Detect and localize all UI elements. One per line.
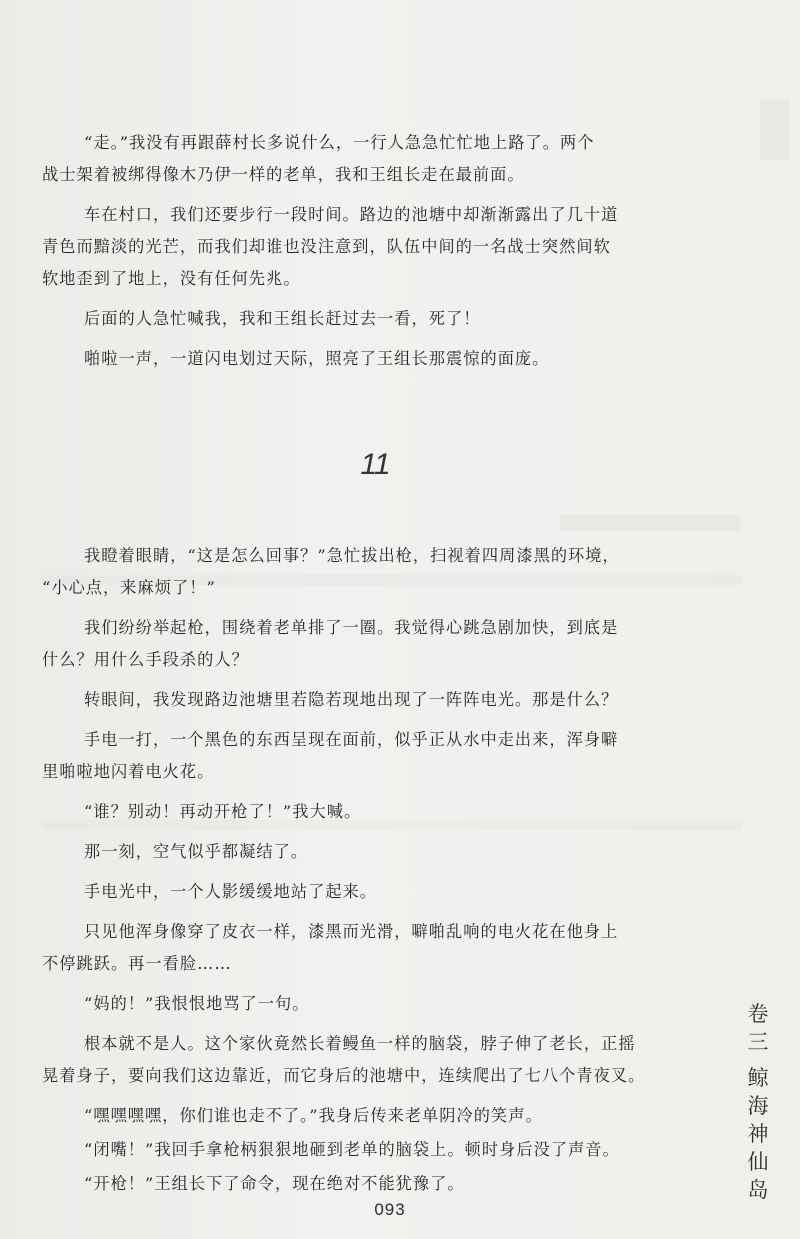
paragraph (42, 684, 702, 716)
text-line: “小心点，来麻烦了！” (42, 578, 216, 597)
bleed-through-shadow (760, 100, 790, 160)
text-line: 晃着身子，要向我们这边靠近，而它身后的池塘中，连续爬出了七八个青夜叉。 (42, 1066, 646, 1085)
book-title-vertical (742, 1064, 774, 1204)
text-line: 里啪啦地闪着电火花。 (42, 762, 215, 781)
paragraph (42, 1100, 702, 1132)
title-char: 神 (747, 1122, 769, 1146)
paragraph (42, 876, 702, 908)
title-char: 海 (747, 1094, 769, 1118)
text-line: “走。”我没有再跟薛村长多说什么，一行人急急忙忙地上路了。两个 (84, 133, 595, 152)
paragraph (42, 1028, 702, 1092)
paragraph (42, 612, 702, 676)
paragraph (42, 127, 702, 191)
text-line: 青色而黯淡的光芒，而我们却谁也没注意到，队伍中间的一名战士突然间软 (42, 237, 611, 256)
text-line: 啪啦一声，一道闪电划过天际，照亮了王组长那震惊的面庞。 (84, 349, 550, 368)
text-line: 什么？用什么手段杀的人？ (42, 650, 249, 669)
paragraph (42, 343, 702, 375)
volume-title (742, 1000, 774, 1204)
text-line: “妈的！”我恨恨地骂了一句。 (84, 994, 310, 1013)
chapter-number: 11 (360, 448, 390, 481)
text-line: 战士架着被绑得像木乃伊一样的老单，我和王组长走在最前面。 (42, 165, 525, 184)
paragraph (42, 796, 702, 828)
text-line: 我瞪着眼睛，“这是怎么回事？”急忙拔出枪，扫视着四周漆黑的环境， (84, 546, 620, 565)
paragraph (42, 1168, 702, 1200)
text-line: 转眼间，我发现路边池塘里若隐若现地出现了一阵阵电光。那是什么？ (84, 690, 619, 709)
paragraph (42, 1134, 702, 1166)
paragraph (42, 303, 702, 335)
title-char: 鲸 (747, 1066, 769, 1090)
text-line: 那一刻，空气似乎都凝结了。 (84, 842, 309, 861)
paragraph (42, 724, 702, 788)
page-number: 093 (374, 1200, 406, 1219)
text-line: 软地歪到了地上，没有任何先兆。 (42, 269, 301, 288)
paragraph (42, 540, 702, 604)
paragraph (42, 836, 702, 868)
title-char: 岛 (747, 1178, 769, 1202)
bleed-through-shadow (560, 515, 740, 531)
text-line: 手电一打，一个黑色的东西呈现在面前，似乎正从水中走出来，浑身噼 (84, 730, 619, 749)
text-line: “嘿嘿嘿嘿，你们谁也走不了。”我身后传来老单阴冷的笑声。 (84, 1106, 543, 1125)
text-line: 车在村口，我们还要步行一段时间。路边的池塘中却渐渐露出了几十道 (84, 205, 619, 224)
section-one (42, 127, 702, 375)
text-line: 我们纷纷举起枪，围绕着老单排了一圈。我觉得心跳急剧加快，到底是 (84, 618, 619, 637)
volume-label (742, 1000, 774, 1056)
volume-char: 三 (747, 1030, 769, 1054)
paragraph (42, 916, 702, 980)
text-line: 手电光中，一个人影缓缓地站了起来。 (84, 882, 378, 901)
text-line: “开枪！”王组长下了命令，现在绝对不能犹豫了。 (84, 1174, 465, 1193)
section-two (42, 540, 702, 1200)
title-char: 仙 (747, 1150, 769, 1174)
text-line: “谁？别动！再动开枪了！”我大喊。 (84, 802, 362, 821)
text-line: 后面的人急忙喊我，我和王组长赶过去一看，死了！ (84, 309, 481, 328)
text-line: 不停跳跃。再一看脸…… (42, 954, 232, 973)
paragraph (42, 199, 702, 295)
text-line: 根本就不是人。这个家伙竟然长着鳗鱼一样的脑袋，脖子伸了老长，正摇 (84, 1034, 636, 1053)
text-line: 只见他浑身像穿了皮衣一样，漆黑而光滑，噼啪乱响的电火花在他身上 (84, 922, 619, 941)
volume-char: 卷 (747, 1002, 769, 1026)
text-line: “闭嘴！”我回手拿枪柄狠狠地砸到老单的脑袋上。顿时身后没了声音。 (84, 1140, 620, 1159)
paragraph (42, 988, 702, 1020)
